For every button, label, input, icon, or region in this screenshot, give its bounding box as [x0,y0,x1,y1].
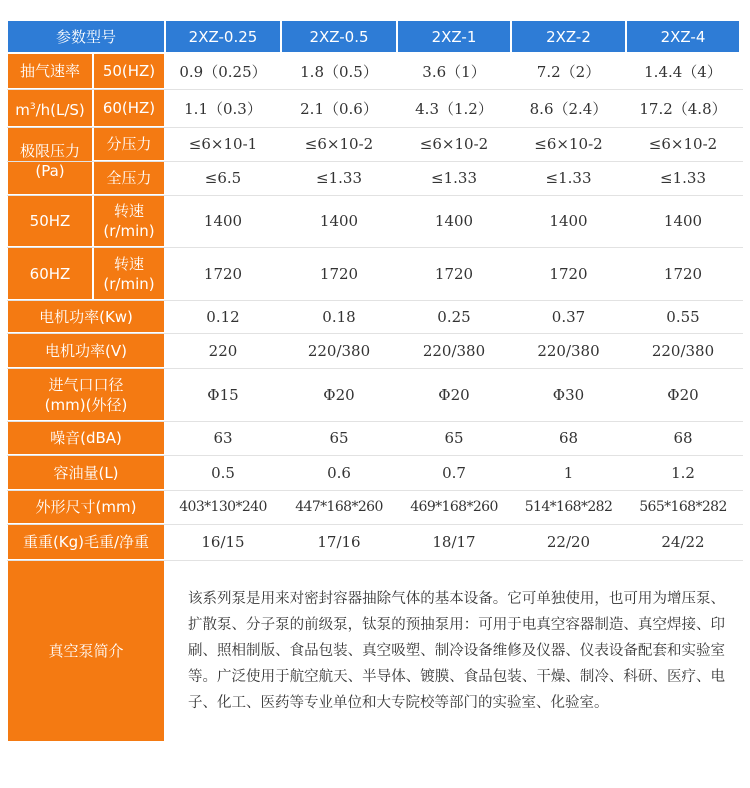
pump-speed-unit-prefix: m [15,100,30,119]
row-divider [7,247,743,248]
dimensions-value-4: 565*168*282 [627,491,739,523]
partial-pressure-value-4: ≤6×10-2 [627,128,739,160]
total-pressure-row [8,162,739,194]
motor-voltage-value-0: 220 [166,334,280,367]
oil-capacity-value-4: 1.2 [627,456,739,489]
motor-voltage-value-1: 220/380 [282,334,396,367]
pump-speed-50hz-value-3: 7.2（2） [512,54,625,88]
rpm-50hz-value-1: 1400 [282,196,396,246]
partial-pressure-value-1: ≤6×10-2 [282,128,396,160]
weight-value-4: 24/22 [627,525,739,559]
rpm-50hz-label: 50HZ [8,196,92,246]
rpm-60hz-value-3: 1720 [512,248,625,299]
rpm-60hz-value-0: 1720 [166,248,280,299]
row-divider [7,127,743,128]
weight-value-3: 22/20 [512,525,625,559]
row-divider [7,333,743,334]
pump-speed-sub-50hz: 50(HZ) [94,54,164,88]
pump-speed-60hz-value-1: 2.1（0.6） [282,90,396,126]
motor-power-kw-value-1: 0.18 [282,301,396,332]
rpm-50hz-value-3: 1400 [512,196,625,246]
rpm-50hz-sub-label [94,196,164,246]
header-model-3: 2XZ-2 [512,21,625,52]
pump-speed-60hz-value-4: 17.2（4.8） [627,90,739,126]
rpm-60hz-row [8,248,739,299]
inlet-diameter-value-3: Φ30 [512,369,625,420]
inlet-diameter-label [8,369,164,420]
row-divider [7,195,743,196]
noise-value-0: 63 [166,422,280,454]
dimensions-value-1: 447*168*260 [282,491,396,523]
partial-pressure-value-3: ≤6×10-2 [512,128,625,160]
pump-speed-50hz-row [8,54,739,88]
inlet-diameter-label-line2: (mm)(外径) [44,395,128,414]
row-divider [7,89,743,90]
rpm-50hz-value-0: 1400 [166,196,280,246]
motor-power-kw-value-4: 0.55 [627,301,739,332]
weight-value-2: 18/17 [398,525,510,559]
partial-pressure-label: 分压力 [94,128,164,160]
noise-value-1: 65 [282,422,396,454]
row-divider [7,560,743,561]
pump-speed-sub-60hz: 60(HZ) [94,90,164,126]
oil-capacity-label: 容油量(L) [8,456,164,489]
header-model-1: 2XZ-0.5 [282,21,396,52]
ultimate-pressure-label-line2: (Pa) [35,162,65,180]
motor-power-kw-label: 电机功率(Kw) [8,301,164,332]
dimensions-value-3: 514*168*282 [512,491,625,523]
description-cell [166,561,739,741]
rpm-50hz-value-4: 1400 [627,196,739,246]
row-divider [7,300,743,301]
total-pressure-label: 全压力 [94,162,164,194]
noise-row [8,422,739,454]
rpm-50hz-row [8,196,739,246]
total-pressure-value-2: ≤1.33 [398,162,510,194]
motor-voltage-value-2: 220/380 [398,334,510,367]
inlet-diameter-label-line1: 进气口口径 [48,375,124,394]
inlet-diameter-row [8,369,739,420]
pump-speed-50hz-value-4: 1.4.4（4） [627,54,739,88]
description-text: 该系列泵是用来对密封容器抽除气体的基本设备。它可单独使用，也可用为增压泵、扩散泵、分子泵的前级泵，钛泵的预抽泵用：可用于电真空容器制造、真空焊接、印刷、照相制版、食品包装、真空吸塑、制冷设备维修及仪器、仪表设备配套和实验室等。广泛使用于航空航天、半导体、镀膜、食品包装、干燥、制冷、科研、医疗、电子、化工、医药等专业单位和大专院校等部门的实验室、化验室。 [188,591,725,711]
partial-pressure-value-0: ≤6×10-1 [166,128,280,160]
pump-speed-label-line2 [8,90,92,126]
pump-speed-50hz-value-0: 0.9（0.25） [166,54,280,88]
total-pressure-value-3: ≤1.33 [512,162,625,194]
noise-label: 噪音(dBA) [8,422,164,454]
total-pressure-value-0: ≤6.5 [166,162,280,194]
partial-pressure-row [8,128,739,160]
row-divider [7,161,743,162]
oil-capacity-value-0: 0.5 [166,456,280,489]
oil-capacity-value-2: 0.7 [398,456,510,489]
oil-capacity-value-3: 1 [512,456,625,489]
inlet-diameter-value-4: Φ20 [627,369,739,420]
rpm-60hz-value-4: 1720 [627,248,739,299]
header-model-2: 2XZ-1 [398,21,510,52]
total-pressure-value-1: ≤1.33 [282,162,396,194]
motor-voltage-value-4: 220/380 [627,334,739,367]
header-row [8,21,739,52]
pump-speed-unit-suffix: /h(L/S) [35,100,85,119]
header-param-model-label: 参数型号 [8,21,164,52]
rpm-60hz-label: 60HZ [8,248,92,299]
weight-label: 重重(Kg)毛重/净重 [8,525,164,559]
rpm-60hz-sub-line1: 转速 [113,254,144,273]
header-model-0: 2XZ-0.25 [166,21,280,52]
pump-speed-60hz-value-3: 8.6（2.4） [512,90,625,126]
weight-row [8,525,739,559]
rpm-50hz-value-2: 1400 [398,196,510,246]
description-row [8,561,739,741]
dimensions-value-2: 469*168*260 [398,491,510,523]
motor-power-kw-value-2: 0.25 [398,301,510,332]
pump-speed-60hz-value-0: 1.1（0.3） [166,90,280,126]
motor-power-kw-row [8,301,739,332]
pump-speed-60hz-value-2: 4.3（1.2） [398,90,510,126]
header-model-4: 2XZ-4 [627,21,739,52]
dimensions-value-0: 403*130*240 [166,491,280,523]
row-divider [7,368,743,369]
rpm-60hz-sub-line2: (r/min) [103,274,155,293]
rpm-60hz-value-2: 1720 [398,248,510,299]
noise-value-3: 68 [512,422,625,454]
rpm-60hz-sub-label [94,248,164,299]
motor-power-kw-value-3: 0.37 [512,301,625,332]
noise-value-2: 65 [398,422,510,454]
partial-pressure-value-2: ≤6×10-2 [398,128,510,160]
motor-voltage-row [8,334,739,367]
rpm-50hz-sub-line2: (r/min) [103,222,155,240]
rpm-50hz-sub-line1: 转速 [113,202,144,220]
inlet-diameter-value-1: Φ20 [282,369,396,420]
pump-speed-label-line1: 抽气速率 [8,54,92,88]
total-pressure-value-4: ≤1.33 [627,162,739,194]
dimensions-row [8,491,739,523]
motor-voltage-value-3: 220/380 [512,334,625,367]
pump-speed-50hz-value-1: 1.8（0.5） [282,54,396,88]
description-label: 真空泵简介 [8,561,164,741]
dimensions-label: 外形尺寸(mm) [8,491,164,523]
rpm-60hz-value-1: 1720 [282,248,396,299]
pump-speed-unit-sup: 3 [29,101,36,112]
pump-speed-50hz-value-2: 3.6（1） [398,54,510,88]
motor-power-kw-value-0: 0.12 [166,301,280,332]
oil-capacity-value-1: 0.6 [282,456,396,489]
row-divider [7,524,743,525]
row-divider [7,455,743,456]
oil-capacity-row [8,456,739,489]
pump-speed-60hz-row [8,90,739,126]
row-divider [7,490,743,491]
motor-voltage-label: 电机功率(V) [8,334,164,367]
ultimate-pressure-label-line1: 极限压力 [19,142,80,160]
noise-value-4: 68 [627,422,739,454]
weight-value-1: 17/16 [282,525,396,559]
inlet-diameter-value-2: Φ20 [398,369,510,420]
row-divider [7,421,743,422]
inlet-diameter-value-0: Φ15 [166,369,280,420]
weight-value-0: 16/15 [166,525,280,559]
